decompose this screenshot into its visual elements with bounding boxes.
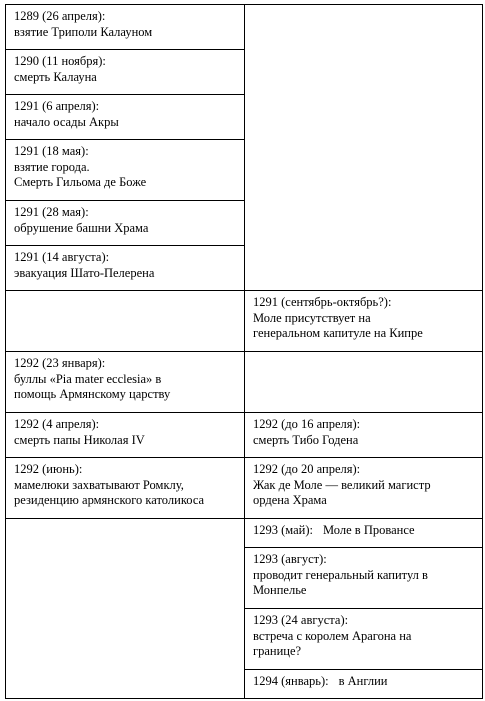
entry-text: генеральном капитуле на Кипре: [253, 326, 423, 340]
entry-date: 1291 (сентябрь-октябрь?):: [253, 295, 392, 309]
entry-date: 1292 (4 апреля):: [14, 417, 100, 431]
entry-text: Смерть Гильома де Боже: [14, 175, 147, 189]
left-entry-6: [6, 352, 245, 413]
left-entry-2: [6, 95, 245, 140]
left-empty-cell-bottom: [6, 519, 245, 699]
right-entry-5: [245, 609, 483, 670]
entry-date: 1292 (23 января):: [14, 356, 106, 370]
entry-text: смерть папы Николая IV: [14, 432, 145, 447]
entry-text: проводит генеральный капитул в: [253, 567, 428, 582]
left-entry-4: [6, 201, 245, 246]
entry-text: в Англии: [338, 674, 388, 688]
left-entry-0: [6, 5, 245, 50]
entry-text: ордена Храма: [253, 493, 327, 507]
entry-date: 1290 (11 ноября):: [14, 54, 106, 68]
chronology-table: [5, 4, 483, 699]
right-entry-1: [245, 413, 483, 458]
entry-text: смерть Калауна: [14, 69, 97, 84]
right-entry-6: [245, 670, 483, 699]
left-entry-5: [6, 246, 245, 291]
entry-text: границе?: [253, 644, 302, 658]
right-entry-3: [245, 519, 483, 548]
entry-date: 1289 (26 апреля):: [14, 9, 106, 23]
left-entry-3: [6, 140, 245, 201]
entry-date: 1291 (14 августа):: [14, 250, 110, 264]
entry-date: 1291 (18 мая):: [14, 144, 89, 158]
entry-text: встреча с королем Арагона на: [253, 628, 412, 643]
table-row: [6, 458, 483, 519]
right-entry-2: [245, 458, 483, 519]
table-row: [6, 291, 483, 352]
entry-text: буллы «Pia mater ecclesia» в: [14, 371, 162, 386]
entry-text: Монпелье: [253, 583, 307, 597]
entry-text: Жак де Моле — великий магистр: [253, 477, 431, 492]
entry-text: Моле в Провансе: [323, 523, 415, 537]
table-row: [6, 5, 483, 50]
entry-text: Моле присутствует на: [253, 310, 371, 325]
entry-date: 1291 (6 апреля):: [14, 99, 100, 113]
entry-text: взятие города.: [14, 159, 90, 174]
entry-date: 1292 (июнь):: [14, 462, 83, 476]
entry-date: 1293 (август):: [253, 552, 327, 566]
table-row: [6, 413, 483, 458]
entry-text: мамелюки захватывают Ромклу,: [14, 477, 184, 492]
right-empty-cell-top: [245, 5, 483, 291]
entry-text: смерть Тибо Годена: [253, 432, 359, 447]
entry-text: начало осады Акры: [14, 114, 119, 129]
entry-date: 1292 (до 20 апреля):: [253, 462, 361, 476]
entry-date: 1291 (28 мая):: [14, 205, 89, 219]
entry-date: 1292 (до 16 апреля):: [253, 417, 361, 431]
left-empty-cell-1: [6, 291, 245, 352]
chronology-table-wrapper: [5, 4, 482, 698]
table-row: [6, 519, 483, 548]
entry-text: эвакуация Шато-Пелерена: [14, 265, 155, 280]
right-empty-cell-2: [245, 352, 483, 413]
entry-text: резиденцию армянского католикоса: [14, 493, 205, 507]
right-entry-4: [245, 548, 483, 609]
entry-date: 1294 (январь):: [253, 674, 329, 688]
right-entry-0: [245, 291, 483, 352]
left-entry-7: [6, 413, 245, 458]
left-entry-1: [6, 50, 245, 95]
entry-text: обрушение башни Храма: [14, 220, 149, 235]
entry-text: взятие Триполи Калауном: [14, 24, 153, 39]
entry-text: помощь Армянскому царству: [14, 387, 171, 401]
left-entry-8: [6, 458, 245, 519]
entry-date: 1293 (май):: [253, 523, 313, 537]
entry-date: 1293 (24 августа):: [253, 613, 349, 627]
table-row: [6, 352, 483, 413]
